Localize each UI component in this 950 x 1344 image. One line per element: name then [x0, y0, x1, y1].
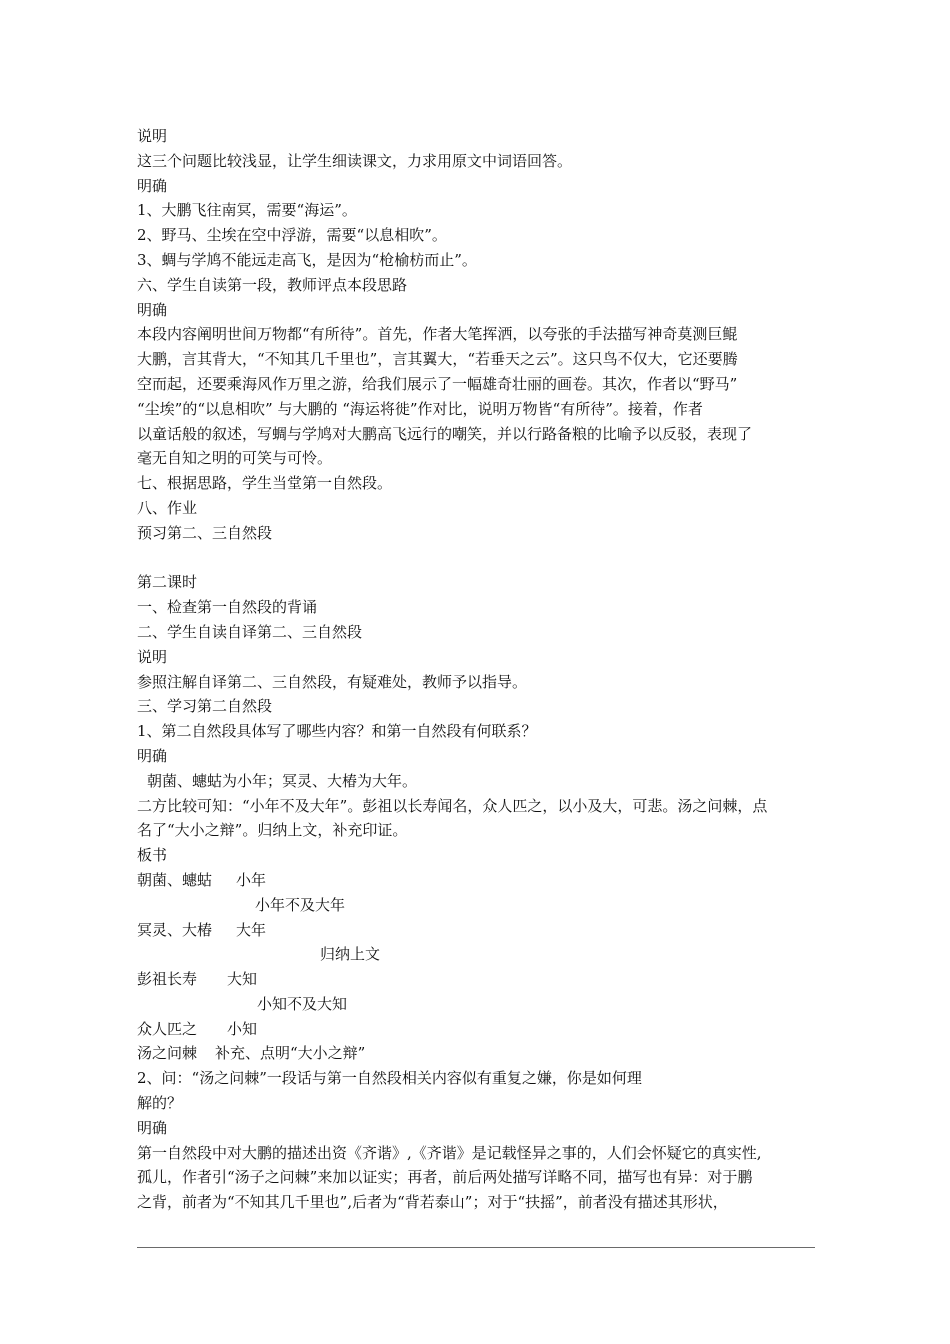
paragraph-line: 以童话般的叙述，写蜩与学鸠对大鹏高飞远行的嘲笑，并以行路备粮的比喻予以反驳，表现了: [137, 424, 753, 443]
text-line: 明确: [137, 300, 168, 319]
board-row: 小年不及大年: [255, 895, 346, 914]
section-heading: 六、学生自读第一段，教师评点本段思路: [137, 275, 408, 294]
paragraph-line: 第一自然段中对大鹏的描述出资《齐谐》,《齐谐》是记载怪异之事的，人们会怀疑它的真实性,: [137, 1143, 762, 1162]
paragraph-line: “尘埃”的“以息相吹” 与大鹏的 “海运将徙”作对比，说明万物皆“有所待”。接着，作者: [137, 399, 703, 418]
board-row: 归纳上文: [320, 945, 381, 964]
board-term: 彭祖长寿: [137, 970, 198, 989]
board-term: 朝菌、蟪蛄: [137, 870, 213, 889]
section-heading: 一、检查第一自然段的背诵: [137, 598, 318, 617]
section-heading: 二、学生自读自译第二、三自然段: [137, 622, 363, 641]
text-line: 3、蜩与学鸠不能远走高飞，是因为“枪榆枋而止”。: [137, 250, 477, 269]
paragraph-line: 本段内容阐明世间万物都“有所待”。首先，作者大笔挥洒，以夸张的手法描写神奇莫测巨鲲: [137, 325, 738, 344]
text-line: 板书: [137, 846, 168, 865]
board-term: 小知: [227, 1019, 258, 1038]
board-term: 汤之问棘: [137, 1044, 198, 1063]
board-term: 补充、点明“大小之辩”: [215, 1044, 366, 1063]
board-row: 小知不及大知: [257, 994, 348, 1013]
text-line: 这三个问题比较浅显，让学生细读课文，力求用原文中词语回答。: [137, 151, 573, 170]
paragraph-line: 空而起，还要乘海风作万里之游，给我们展示了一幅雄奇壮丽的画卷。其次，作者以“野马”: [137, 374, 738, 393]
text-line: 明确: [137, 746, 168, 765]
text-line: 预习第二、三自然段: [137, 523, 273, 542]
board-row: [137, 1041, 827, 1066]
text-line: 说明: [137, 647, 168, 666]
paragraph-line: 二方比较可知：“小年不及大年”。彭祖以长寿闻名，众人匹之，以小及大，可悲。汤之问棘，点: [137, 796, 768, 815]
paragraph-line: 大鹏，言其背大，“不知其几千里也”，言其翼大，“若垂天之云”。这只鸟不仅大，它还要腾: [137, 350, 738, 369]
section-heading: 三、学习第二自然段: [137, 697, 273, 716]
board-term: 大知: [227, 970, 258, 989]
blank-line: [137, 546, 827, 571]
board-row: [137, 967, 827, 992]
text-line: 明确: [137, 176, 168, 195]
text-line: 参照注解自译第二、三自然段，有疑难处，教师予以指导。: [137, 672, 528, 691]
section-heading: 七、根据思路，学生当堂第一自然段。: [137, 474, 393, 493]
text-line: 说明: [137, 127, 168, 145]
board-row: [137, 1017, 827, 1042]
board-term: 大年: [236, 920, 267, 939]
footer-divider: [137, 1247, 815, 1248]
board-row: [137, 868, 827, 893]
lesson-heading: 第二课时: [137, 573, 198, 592]
document-body: [137, 124, 827, 1215]
question-line: 解的？: [137, 1094, 183, 1113]
section-heading: 八、作业: [137, 498, 198, 517]
text-line: 明确: [137, 1118, 168, 1137]
paragraph-line: 毫无自知之明的可笑与可怜。: [137, 449, 333, 468]
text-line: 朝菌、蟪蛄为小年；冥灵、大椿为大年。: [147, 771, 418, 790]
paragraph-line: 孤儿，作者引“汤子之问棘”来加以证实；再者，前后两处描写详略不同，描写也有异：对于鹏: [137, 1168, 753, 1187]
question-line: 1、第二自然段具体写了哪些内容？和第一自然段有何联系？: [137, 722, 537, 741]
board-term: 冥灵、大椿: [137, 920, 213, 939]
blackboard-outline: [137, 868, 827, 1066]
board-term: 小年: [236, 870, 267, 889]
paragraph-line: 之背，前者为“不知其几千里也”,后者为“背若泰山”；对于“扶摇”，前者没有描述其形状，: [137, 1193, 728, 1212]
question-line: 2、问：“汤之问棘”一段话与第一自然段相关内容似有重复之嫌，你是如何理: [137, 1069, 642, 1088]
text-line: 1、大鹏飞往南冥，需要“海运”。: [137, 201, 357, 220]
paragraph-line: 名了“大小之辩”。归纳上文，补充印证。: [137, 821, 408, 840]
text-line: 2、野马、尘埃在空中浮游，需要“以息相吹”。: [137, 226, 447, 245]
board-term: 众人匹之: [137, 1019, 198, 1038]
board-row: [137, 918, 827, 943]
